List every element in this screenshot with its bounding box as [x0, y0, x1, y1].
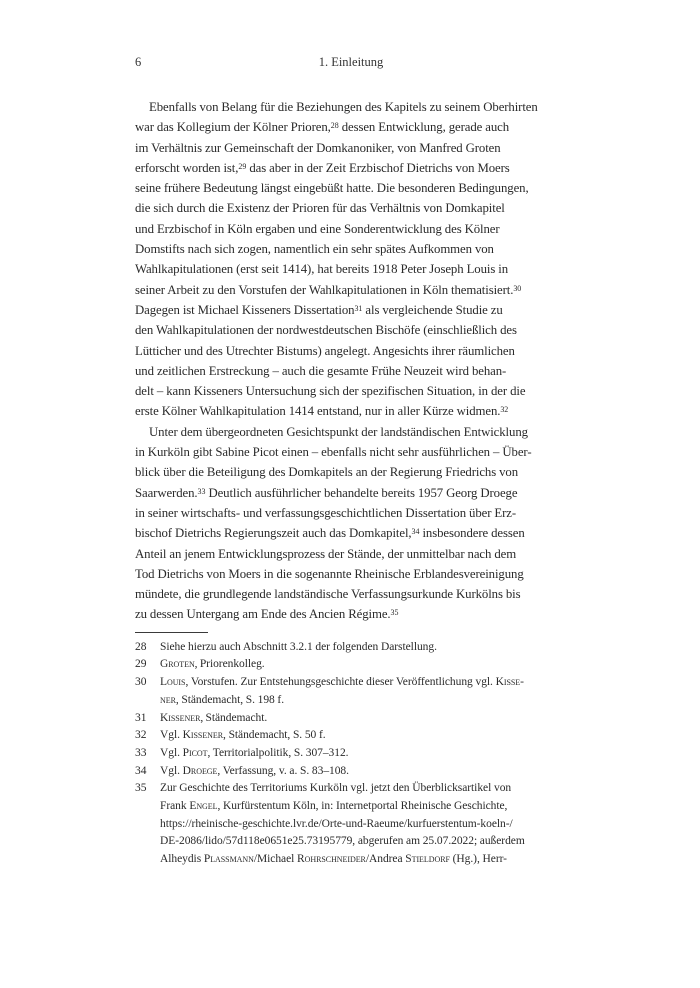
footnote-number: 31 — [135, 711, 147, 724]
text-line: Tod Dietrichs von Moers in die sogenannte Rheinische Erblandesvereinigung — [135, 566, 524, 581]
text-line: erforscht worden ist,$^{29}$ das aber in der Zeit Erzbischof Dietrichs von Moers — [135, 160, 510, 175]
footnote-marker: 34 — [411, 527, 420, 537]
text-line: Groten, Priorenkolleg. — [160, 658, 265, 671]
text-line: Anteil an jenem Entwicklungsprozess der Stände, der unmittelbar nach dem — [135, 546, 517, 561]
smallcaps-name: Engel — [189, 800, 218, 812]
footnote-item — [135, 710, 567, 728]
text-line: und Erzbischof in Köln ergaben und eine Sonderentwicklung des Kölner — [135, 221, 500, 236]
text-line: Ebenfalls von Belang für die Beziehungen des Kapitels zu seinem Oberhirten — [149, 100, 538, 114]
text-line: Zur Geschichte des Territoriums Kurköln vgl. jetzt den Überblicksartikel von — [160, 782, 512, 795]
text-line: Saarwerden.$^{33}$ Deutlich ausführlicher behandelte bereits 1957 Georg Droege — [135, 485, 518, 500]
body-text — [135, 97, 567, 625]
text-line: Unter dem übergeordneten Gesichtspunkt der landständischen Entwicklung — [149, 424, 528, 439]
footnote-marker: 28 — [330, 121, 339, 131]
footnote-item — [135, 656, 567, 674]
smallcaps-name: Picot — [182, 746, 208, 759]
text-line: Louis, Vorstufen. Zur Entstehungsgeschichte dieser Veröffentlichung vgl. Kisse- — [160, 676, 524, 689]
footnote-marker: 29 — [238, 161, 247, 171]
smallcaps-name: Plassmann — [203, 853, 254, 866]
smallcaps-name: Stieldorf — [405, 853, 450, 866]
footnote-marker: 35 — [390, 608, 399, 618]
text-line: DE-2086/lido/57d118e0651e25.73195779, abgerufen am 25.07.2022; außerdem — [160, 835, 525, 848]
footnote-number: 28 — [135, 640, 147, 653]
text-line: Vgl. Droege, Verfassung, v. a. S. 83–108. — [160, 764, 349, 777]
chapter-title: 1. Einleitung — [318, 55, 384, 69]
footnote-item — [135, 639, 567, 657]
text-line: Wahlkapitulationen (erst seit 1414), hat bereits 1918 Peter Joseph Louis in — [135, 262, 509, 277]
footnote-number: 30 — [135, 676, 147, 689]
text-line: Frank Engel, Kurfürstentum Köln, in: Internetportal Rheinische Geschichte, — [160, 800, 508, 812]
text-line: delt – kann Kisseners Untersuchung sich der spezifischen Situation, in der die — [135, 384, 526, 399]
text-block — [135, 55, 567, 869]
text-line: Alheydis Plassmann/Michael Rohrschneider/Andrea Stieldorf (Hg.), Herr- — [160, 853, 507, 866]
smallcaps-name: Groten — [160, 658, 195, 671]
text-line: in Kurköln gibt Sabine Picot einen – ebenfalls nicht sehr ausführlichen – Über- — [135, 445, 532, 460]
text-line: seine frühere Bedeutung längst eingebüßt hatte. Die besonderen Bedingungen, — [135, 181, 529, 196]
smallcaps-name: Louis — [160, 676, 186, 689]
text-line: blick über die Beteiligung des Domkapitels an der Regierung Friedrichs von — [135, 465, 519, 480]
footnote-text — [160, 656, 567, 674]
smallcaps-name: Droege — [182, 764, 218, 777]
text-line: Vgl. Picot, Territorialpolitik, S. 307–312. — [160, 746, 349, 759]
footnote-number: 35 — [135, 782, 147, 795]
text-line: mündete, die grundlegende landständische Verfassungsurkunde Kurkölns bis — [135, 587, 521, 602]
footnote-item — [135, 727, 567, 745]
footnote-item — [135, 745, 567, 763]
text-line: im Verhältnis zur Gemeinschaft der Domkanoniker, von Manfred Groten — [135, 140, 501, 155]
smallcaps-name: Kissener — [160, 711, 201, 724]
text-line: zu dessen Untergang am Ende des Ancien Régime.$^{35}$ — [135, 607, 399, 622]
footnote-number: 29 — [135, 658, 147, 671]
footnote-text — [160, 674, 567, 709]
footnote-text — [160, 710, 567, 728]
text-line: in seiner wirtschafts- und verfassungsgeschichtlichen Dissertation über Erz- — [135, 505, 517, 520]
text-line: war das Kollegium der Kölner Prioren,$^{28}$ dessen Entwicklung, gerade auch — [135, 120, 510, 135]
footnote-number: 34 — [135, 764, 147, 777]
smallcaps-name: Kisse- — [495, 676, 524, 689]
footnote-marker: 30 — [513, 283, 522, 293]
footnote-number: 32 — [135, 729, 147, 742]
text-line: Domstifts nach sich zogen, namentlich ein sehr spätes Aufkommen von — [135, 242, 494, 257]
footnote-list — [135, 639, 567, 869]
footnote-number: 33 — [135, 746, 147, 759]
smallcaps-name: Rohrschneider — [297, 853, 366, 866]
smallcaps-name: ner — [160, 693, 176, 706]
footnote-separator — [135, 632, 208, 633]
text-line: Lütticher und des Utrechter Bistums) angelegt. Angesichts ihrer räumlichen — [135, 343, 515, 358]
text-line: Kissener, Ständemacht. — [160, 711, 268, 724]
footnote-marker: 32 — [500, 405, 509, 415]
text-line: bischof Dietrichs Regierungszeit auch das Domkapitel,$^{34}$ insbesondere dessen — [135, 526, 525, 541]
text-line: die sich durch die Existenz der Prioren für das Verhältnis von Domkapitel — [135, 201, 505, 216]
footnote-text — [160, 745, 567, 763]
smallcaps-name: Kissener — [182, 729, 224, 742]
footnote-item — [135, 674, 567, 709]
footnote-marker: 31 — [354, 303, 363, 313]
text-line: seiner Arbeit zu den Vorstufen der Wahlkapitulationen in Köln thematisiert.$^{30}$ — [135, 282, 522, 297]
footnote-text — [160, 780, 567, 868]
paragraph — [135, 422, 567, 625]
footnote-text — [160, 639, 567, 657]
footnote-text — [160, 727, 567, 745]
running-header — [135, 55, 567, 71]
text-line: erste Kölner Wahlkapitulation 1414 entstand, nur in aller Kürze widmen.$^{32}$ — [135, 404, 509, 419]
footnote-item — [135, 780, 567, 868]
text-line: https://rheinische-geschichte.lvr.de/Orte-und-Raeume/kurfuerstentum-koeln-/ — [160, 817, 513, 830]
footnote-text — [160, 763, 567, 781]
text-line: und zeitlichen Erstreckung – auch die gesamte Frühe Neuzeit wird behan- — [135, 363, 507, 378]
text-line: Vgl. Kissener, Ständemacht, S. 50 f. — [160, 729, 326, 742]
footnote-item — [135, 763, 567, 781]
text-line: den Wahlkapitulationen der nordwestdeutschen Bischöfe (einschließlich des — [135, 323, 517, 338]
text-line: ner, Ständemacht, S. 198 f. — [160, 693, 285, 706]
paragraph — [135, 97, 567, 422]
page-number: 6 — [135, 55, 142, 69]
text-line: Siehe hierzu auch Abschnitt 3.2.1 der folgenden Darstellung. — [160, 640, 437, 653]
text-line: Dagegen ist Michael Kisseners Dissertation$^{31}$ als vergleichende Studie zu — [135, 302, 503, 317]
footnote-marker: 33 — [197, 486, 206, 496]
